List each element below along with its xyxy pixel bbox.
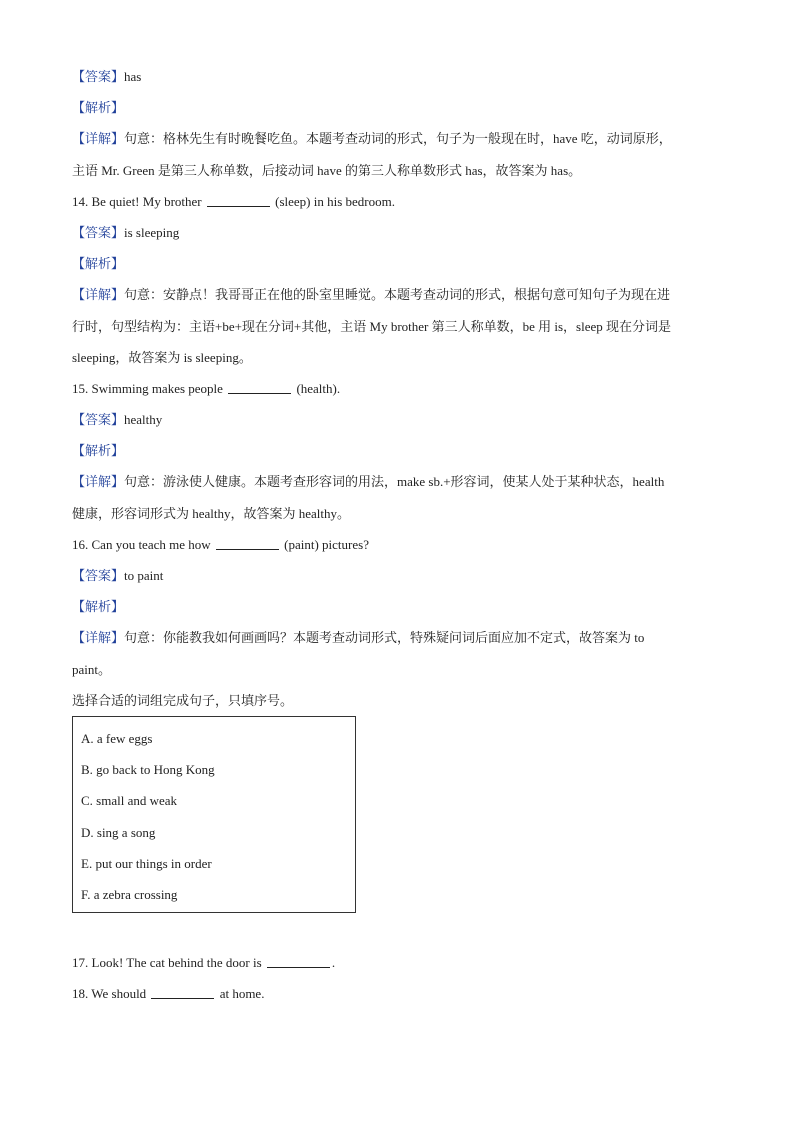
- detail-line-16-2: paint。: [72, 661, 111, 677]
- answer-line-14: 【答案】is sleeping: [72, 224, 180, 240]
- detail-line-14-1: 【详解】句意：安静点！我哥哥正在他的卧室里睡觉。本题考查动词的形式，根据句意可知句子为现在进: [72, 287, 671, 303]
- detail-line-15-1: 【详解】句意：游泳使人健康。本题考查形容词的用法，make sb.+形容词，使某人处于某种状态，health: [72, 474, 665, 490]
- detail-line-14-2: 行时，句型结构为：主语+be+现在分词+其他，主语 My brother 第三人称单数，be 用 is，sleep 现在分词是: [72, 318, 672, 334]
- question-16: 16. Can you teach me how (paint) pictures?: [72, 536, 369, 552]
- answer-line-16: 【答案】to paint: [72, 568, 164, 583]
- option-e: E. put our things in order: [81, 855, 212, 871]
- analysis-label-16: 【解析】: [72, 599, 125, 615]
- option-f: F. a zebra crossing: [81, 886, 178, 902]
- answer-blank: [267, 953, 330, 968]
- question-18: 18. We should at home.: [72, 986, 265, 1002]
- questions-tail: [72, 947, 722, 1009]
- detail-line-15-2: 健康，形容词形式为 healthy，故答案为 healthy。: [72, 505, 351, 521]
- option-c: C. small and weak: [81, 793, 178, 809]
- detail-line-16-1: 【详解】句意：你能教我如何画画吗？本题考查动词形式，特殊疑问词后面应加不定式，故答案为 to: [72, 630, 645, 646]
- question-17: 17. Look! The cat behind the door is .: [72, 955, 336, 970]
- section-instruction: 选择合适的词组完成句子，只填序号。: [72, 692, 294, 708]
- solution-content: [72, 61, 722, 716]
- options-box: [72, 716, 356, 913]
- answer-blank: [151, 984, 214, 999]
- answer-line-13: 【答案】has: [72, 69, 142, 84]
- option-a: A. a few eggs: [81, 731, 153, 746]
- detail-line-13-2: 主语 Mr. Green 是第三人称单数，后接动词 have 的第三人称单数形式 has，故答案为 has。: [72, 162, 582, 178]
- question-15: 15. Swimming makes people (health).: [72, 380, 341, 396]
- option-b: B. go back to Hong Kong: [81, 762, 215, 778]
- detail-line-14-3: sleeping，故答案为 is sleeping。: [72, 349, 252, 365]
- answer-blank: [207, 192, 270, 207]
- question-14: 14. Be quiet! My brother (sleep) in his bedroom.: [72, 193, 395, 209]
- answer-blank: [216, 535, 279, 550]
- answer-blank: [228, 379, 291, 394]
- analysis-label-15: 【解析】: [72, 443, 125, 459]
- answer-line-15: 【答案】healthy: [72, 412, 163, 428]
- analysis-label-13: 【解析】: [72, 100, 125, 116]
- analysis-label-14: 【解析】: [72, 256, 125, 272]
- option-d: D. sing a song: [81, 824, 156, 840]
- detail-line-13-1: 【详解】句意：格林先生有时晚餐吃鱼。本题考查动词的形式，句子为一般现在时，have 吃，动词原形，: [72, 131, 672, 147]
